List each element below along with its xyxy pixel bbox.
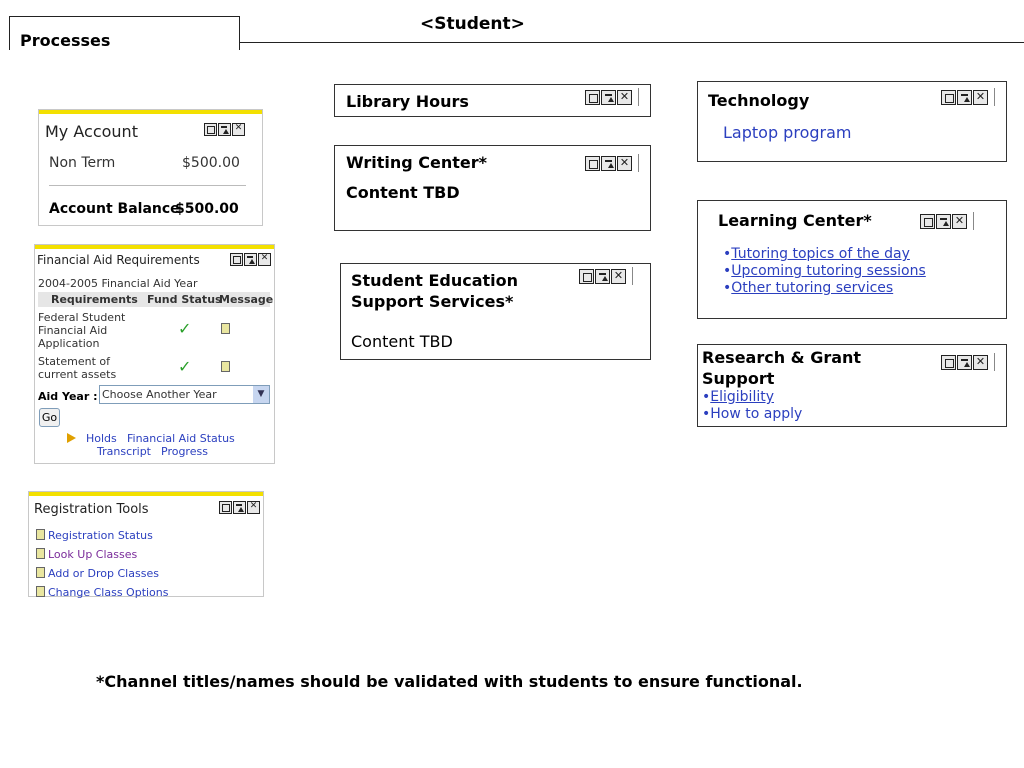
other-tutoring-link[interactable]: Other tutoring services <box>731 280 894 296</box>
close-icon[interactable] <box>617 90 632 105</box>
minimize-icon[interactable] <box>204 123 217 136</box>
financial-aid-title: Financial Aid Requirements <box>37 253 200 267</box>
my-account-title: My Account <box>45 122 138 141</box>
eligibility-link[interactable]: Eligibility <box>710 389 774 405</box>
maximize-icon[interactable] <box>244 253 257 266</box>
how-to-apply-link[interactable]: How to apply <box>710 406 803 422</box>
student-education-channel <box>340 263 651 360</box>
chevron-down-icon[interactable]: ▼ <box>253 386 269 403</box>
widget-topbar <box>39 110 262 114</box>
financial-aid-widget <box>34 244 275 464</box>
library-hours-channel <box>334 84 651 117</box>
maximize-icon[interactable] <box>601 156 616 171</box>
registration-status-link[interactable]: Registration Status <box>48 529 153 542</box>
look-up-classes-link[interactable]: Look Up Classes <box>48 548 138 561</box>
document-icon <box>36 529 45 540</box>
holds-link[interactable]: Holds <box>86 432 117 445</box>
account-balance-value: $500.00 <box>175 201 239 217</box>
close-icon[interactable] <box>973 355 988 370</box>
widget-topbar <box>35 245 274 249</box>
learning-center-title: Learning Center* <box>718 211 872 230</box>
aid-year-label: Aid Year : <box>38 390 98 403</box>
page-title: <Student> <box>420 14 525 34</box>
col-fund-status: Fund Status <box>147 293 222 306</box>
footnote: *Channel titles/names should be validated with students to ensure functional. <box>96 672 803 691</box>
maximize-icon[interactable] <box>957 355 972 370</box>
registration-tools-widget <box>28 491 264 597</box>
col-requirements: Requirements <box>51 293 138 306</box>
controls-separator <box>973 212 974 230</box>
non-term-value: $500.00 <box>182 155 240 171</box>
controls-separator <box>994 88 995 106</box>
close-icon[interactable] <box>973 90 988 105</box>
maximize-icon[interactable] <box>233 501 246 514</box>
go-button[interactable]: Go <box>39 408 60 427</box>
controls-separator <box>994 353 995 371</box>
document-icon[interactable] <box>221 361 230 372</box>
close-icon[interactable] <box>247 501 260 514</box>
technology-channel <box>697 81 1007 162</box>
research-grant-title-line1: Research & Grant <box>702 348 862 367</box>
maximize-icon[interactable] <box>218 123 231 136</box>
document-icon <box>36 548 45 559</box>
document-icon <box>36 586 45 597</box>
upcoming-sessions-link[interactable]: Upcoming tutoring sessions <box>731 263 926 279</box>
balance-divider <box>49 185 246 186</box>
col-message: Message <box>219 293 274 306</box>
research-grant-channel <box>697 344 1007 427</box>
document-icon <box>36 567 45 578</box>
non-term-label: Non Term <box>49 155 116 171</box>
controls-separator <box>632 267 633 285</box>
laptop-program-link[interactable]: Laptop program <box>723 123 852 142</box>
aid-year-heading: 2004-2005 Financial Aid Year <box>38 277 198 290</box>
maximize-icon[interactable] <box>957 90 972 105</box>
registration-tools-title: Registration Tools <box>34 502 149 517</box>
transcript-link[interactable]: Transcript <box>97 445 151 458</box>
writing-center-title: Writing Center* <box>346 153 488 172</box>
close-icon[interactable] <box>952 214 967 229</box>
writing-center-channel <box>334 145 651 231</box>
student-education-title-line1: Student Education <box>351 271 519 290</box>
tutoring-topics-link[interactable]: Tutoring topics of the day <box>731 246 910 262</box>
library-hours-title: Library Hours <box>346 92 469 111</box>
close-icon[interactable] <box>232 123 245 136</box>
close-icon[interactable] <box>617 156 632 171</box>
learning-center-channel <box>697 200 1007 319</box>
check-icon: ✓ <box>178 319 192 338</box>
close-icon[interactable] <box>611 269 626 284</box>
check-icon: ✓ <box>178 357 192 376</box>
change-class-options-link[interactable]: Change Class Options <box>48 586 169 599</box>
document-icon[interactable] <box>221 323 230 334</box>
minimize-icon[interactable] <box>941 90 956 105</box>
processes-tab-label: Processes <box>20 31 111 50</box>
maximize-icon[interactable] <box>601 90 616 105</box>
minimize-icon[interactable] <box>920 214 935 229</box>
minimize-icon[interactable] <box>941 355 956 370</box>
minimize-icon[interactable] <box>585 90 600 105</box>
registration-links <box>36 525 169 601</box>
aid-year-select[interactable] <box>99 385 270 404</box>
controls-separator <box>638 88 639 106</box>
financial-aid-status-link[interactable]: Financial Aid Status <box>127 432 235 445</box>
processes-tab[interactable] <box>9 16 240 50</box>
maximize-icon[interactable] <box>936 214 951 229</box>
learning-center-links: •Tutoring topics of the day •Upcoming tutoring sessions •Other tutoring services <box>723 246 926 296</box>
arrow-icon <box>67 433 76 443</box>
research-grant-links: •Eligibility •How to apply <box>702 389 803 422</box>
minimize-icon[interactable] <box>579 269 594 284</box>
student-education-title-line2: Support Services* <box>351 292 514 311</box>
widget-topbar <box>29 492 263 496</box>
account-balance-label: Account Balance <box>49 201 180 217</box>
aid-year-select-value: Choose Another Year <box>102 388 217 401</box>
research-grant-title-line2: Support <box>702 369 775 388</box>
minimize-icon[interactable] <box>230 253 243 266</box>
student-education-content: Content TBD <box>351 332 453 351</box>
maximize-icon[interactable] <box>595 269 610 284</box>
requirement-fafsa: Federal Student Financial Aid Application <box>38 311 126 350</box>
progress-link[interactable]: Progress <box>161 445 208 458</box>
my-account-widget <box>38 109 263 226</box>
add-drop-classes-link[interactable]: Add or Drop Classes <box>48 567 159 580</box>
controls-separator <box>638 154 639 172</box>
writing-center-content: Content TBD <box>346 183 460 202</box>
minimize-icon[interactable] <box>219 501 232 514</box>
requirement-assets: Statement of current assets <box>38 355 117 381</box>
header-divider <box>239 42 1024 43</box>
minimize-icon[interactable] <box>585 156 600 171</box>
close-icon[interactable] <box>258 253 271 266</box>
technology-title: Technology <box>708 91 810 110</box>
